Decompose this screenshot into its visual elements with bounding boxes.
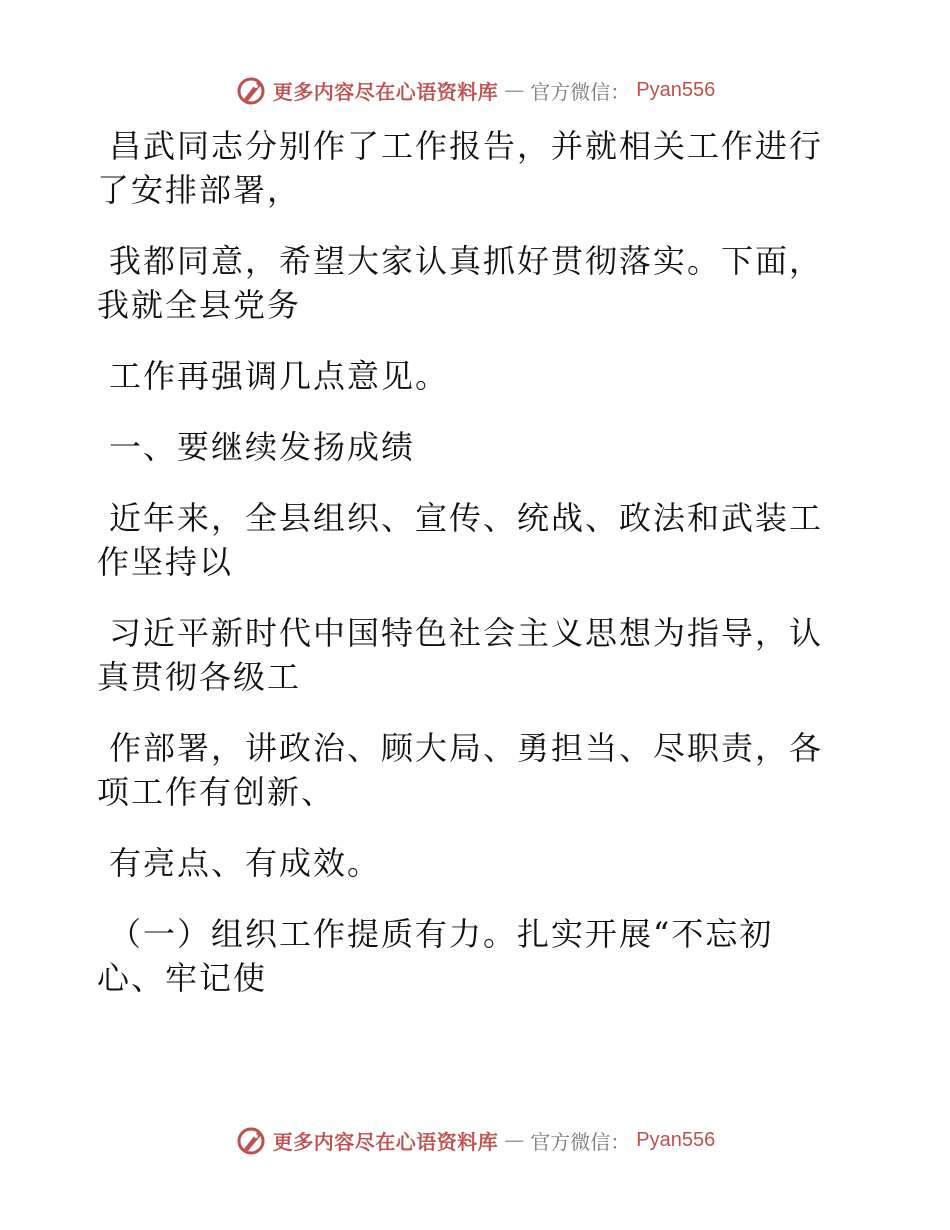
watermark-dash: — [504, 1128, 525, 1152]
watermark-brand-text: 更多内容尽在心语资料库 [272, 79, 499, 104]
paragraph: 昌武同志分别作了工作报告，并就相关工作进行了安排部署， [97, 127, 824, 209]
watermark-wechat-label: 官方微信： [530, 1129, 631, 1154]
paragraph: 作部署，讲政治、顾大局、勇担当、尽职责，各项工作有创新、 [97, 729, 824, 811]
watermark-account: Pyan556 [636, 78, 716, 101]
paragraph: 工作再强调几点意见。 [109, 357, 450, 395]
watermark-account: Pyan556 [636, 1128, 716, 1151]
watermark-brand-text: 更多内容尽在心语资料库 [272, 1129, 499, 1154]
pen-nib-logo-icon [235, 74, 267, 106]
paragraph: 有亮点、有成效。 [109, 844, 382, 882]
paragraph: 近年来，全县组织、宣传、统战、政法和武装工作坚持以 [97, 499, 824, 581]
paragraph: （一）组织工作提质有力。扎实开展“不忘初心、牢记使 [97, 915, 774, 997]
paragraph: 习近平新时代中国特色社会主义思想为指导，认真贯彻各级工 [97, 614, 824, 696]
paragraph: 我都同意，希望大家认真抓好贯彻落实。下面，我就全县党务 [97, 242, 824, 324]
footer-watermark [0, 1120, 950, 1160]
header-watermark [0, 70, 950, 110]
pen-nib-logo-icon [235, 1124, 267, 1156]
section-heading: 一、要继续发扬成绩 [109, 428, 416, 466]
watermark-wechat-label: 官方微信： [530, 79, 631, 104]
watermark-dash: — [504, 78, 525, 102]
document-body [97, 124, 837, 1000]
